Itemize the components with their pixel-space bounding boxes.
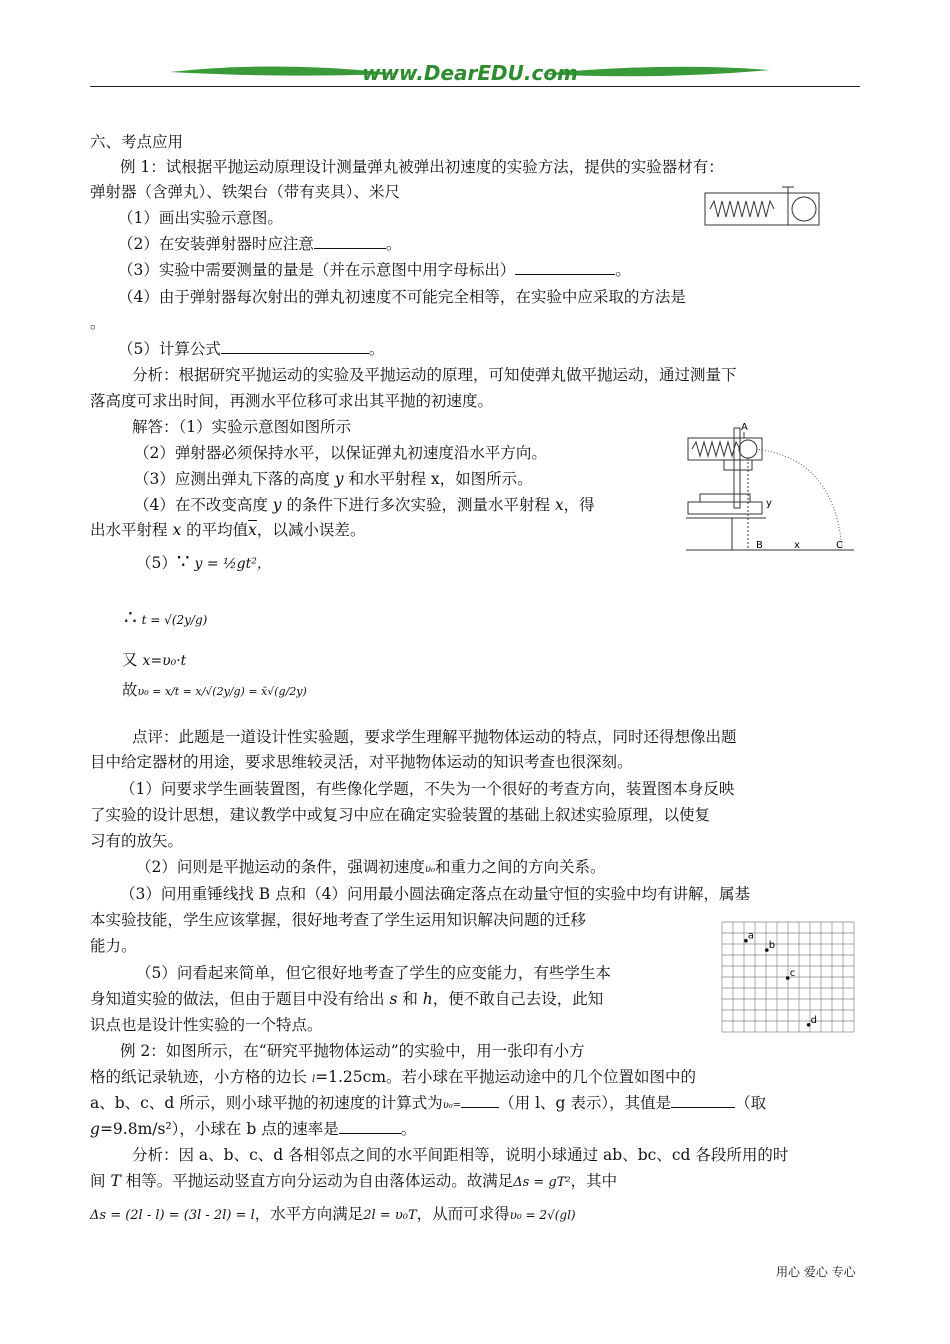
answer-blank[interactable]: [461, 1093, 499, 1108]
grid-point-label: d: [810, 1014, 817, 1026]
footer-text: 用心 爱心 专心: [776, 1265, 856, 1279]
answer1-a3: （3）应测出弹丸下落的高度 y 和水平射程 x，如图所示。: [134, 470, 533, 488]
comment-c5-line1: （5）问看起来简单，但它很好地考查了学生的应变能力，有些学生本: [136, 964, 611, 982]
comment-c4-line3: 能力。: [90, 937, 137, 955]
grid-point-label: b: [768, 940, 776, 952]
comment-c3: （2）问则是平抛运动的条件，强调初速度υ₀和重力之间的方向关系。: [136, 858, 606, 876]
section-title: 六、考点应用: [90, 133, 184, 151]
grid-point-label: c: [789, 968, 796, 980]
comment-c5-line2: 身知道实验的做法，但由于题目中没有给出 s 和 h，便不敢自己去设，此知: [90, 990, 604, 1008]
comment-c4-line1: （3）问用重锤线找 B 点和（4）问用最小圆法确定落点在动量守恒的实验中均有讲解，属基: [120, 885, 750, 903]
logo-text: www.DearEDU.com: [362, 61, 578, 85]
comment-c1-line2: 目中给定器材的用途，要求思维较灵活，对平抛物体运动的知识考查也很深刻。: [90, 753, 633, 771]
analysis2-line3: Δs = (2l - l) = (3l - 2l) = l，水平方向满足2l = υ₀T，从而可求得υ₀ = 2√(gl): [90, 1205, 576, 1223]
example1-intro-line1: 例 1：试根据平抛运动原理设计测量弹丸被弹出初速度的实验方法，提供的实验器材有：: [120, 158, 724, 176]
comment-c2-line3: 习有的放矢。: [90, 832, 184, 850]
answer-blank[interactable]: [314, 234, 386, 249]
trajectory-grid: [720, 920, 860, 1040]
answer1-a2: （2）弹射器必须保持水平，以保证弹丸初速度沿水平方向。: [134, 444, 547, 462]
analysis2-line2: 间 T 相等。平抛运动竖直方向分运动为自由落体运动。故满足Δs = gT²，其中: [90, 1172, 618, 1190]
example1-q3: （3）实验中需要测量的量是（并在示意图中用字母标出） 。: [118, 261, 631, 279]
header-rule: [90, 86, 860, 87]
answer1-a4-line2: 出水平射程 x 的平均值$\overline{x}$，以减小误差。: [90, 521, 366, 539]
label-y: y: [766, 498, 772, 509]
example2-line2: 格的纸记录轨迹，小方格的边长 l=1.25cm。若小球在平抛运动途中的几个位置如图中的: [90, 1068, 697, 1086]
example1-q5: （5）计算公式 。: [118, 340, 385, 358]
example2-line1: 例 2：如图所示，在“研究平抛物体运动”的实验中，用一张印有小方: [120, 1042, 585, 1060]
analysis2-line1: 分析：因 a、b、c、d 各相邻点之间的水平间距相等，说明小球通过 ab、bc、cd 各段所用的时: [132, 1146, 789, 1164]
example1-intro-line2: 弹射器（含弹丸）、铁架台（带有夹具）、米尺: [90, 183, 401, 201]
answer1-t-line: ∴ t = √(2y/g): [124, 605, 208, 629]
analysis1-line1: 分析：根据研究平抛运动的实验及平抛运动的原理，可知使弹丸做平抛运动，通过测量下: [132, 366, 737, 384]
setup-diagram: [684, 418, 856, 556]
answer1-a1: 解答：（1）实验示意图如图所示: [132, 418, 352, 436]
example2-line4: g=9.8m/s²），小球在 b 点的速率是 。: [90, 1120, 417, 1138]
label-x: x: [794, 540, 800, 551]
example1-q2: （2）在安装弹射器时应注意 。: [118, 235, 402, 253]
comment-c2-line1: （1）问要求学生画装置图，有些像化学题，不失为一个很好的考查方向，装置图本身反映: [120, 780, 735, 798]
answer-blank[interactable]: [221, 339, 369, 354]
label-B: B: [756, 540, 763, 551]
header-logo-banner: [160, 58, 780, 88]
example1-q4-line2: 。: [90, 314, 106, 332]
comment-c4-line2: 本实验技能，学生应该掌握，很好地考查了学生运用知识解决问题的迁移: [90, 911, 587, 929]
example1-q4-line1: （4）由于弹射器每次射出的弹丸初速度不可能完全相等，在实验中应采取的方法是: [118, 288, 686, 306]
comment-c5-line3: 识点也是设计性实验的一个特点。: [90, 1016, 323, 1034]
label-A: A: [741, 422, 748, 433]
answer1-a5: （5）∵ y = ½gt²，: [136, 549, 271, 573]
label-C: C: [836, 540, 843, 551]
analysis1-line2: 落高度可求出时间，再测水平位移可求出其平抛的初速度。: [90, 392, 494, 410]
grid-point-label: a: [747, 930, 755, 942]
answer-blank[interactable]: [339, 1119, 401, 1134]
launcher-diagram: [704, 183, 824, 229]
comment-c1-line1: 点评：此题是一道设计性实验题，要求学生理解平抛物体运动的特点，同时还得想像出题: [132, 728, 737, 746]
answer1-a4-line1: （4）在不改变高度 y 的条件下进行多次实验，测量水平射程 x，得: [134, 496, 595, 514]
example2-line3: a、b、c、d 所示，则小球平抛的初速度的计算式为υ₀= （用 l、g 表示），其值是 （取: [90, 1094, 767, 1112]
answer1-v-line: 故υ₀ = x/t = x/√(2y/g) = x̄√(g/2y): [122, 681, 307, 699]
answer1-x-line: 又 x=υ₀·t: [122, 651, 187, 669]
answer-blank[interactable]: [671, 1093, 735, 1108]
example1-q1: （1）画出实验示意图。: [118, 209, 283, 227]
answer-blank[interactable]: [515, 260, 615, 275]
comment-c2-line2: 了实验的设计思想，建议教学中或复习中应在确定实验装置的基础上叙述实验原理，以使复: [90, 806, 711, 824]
